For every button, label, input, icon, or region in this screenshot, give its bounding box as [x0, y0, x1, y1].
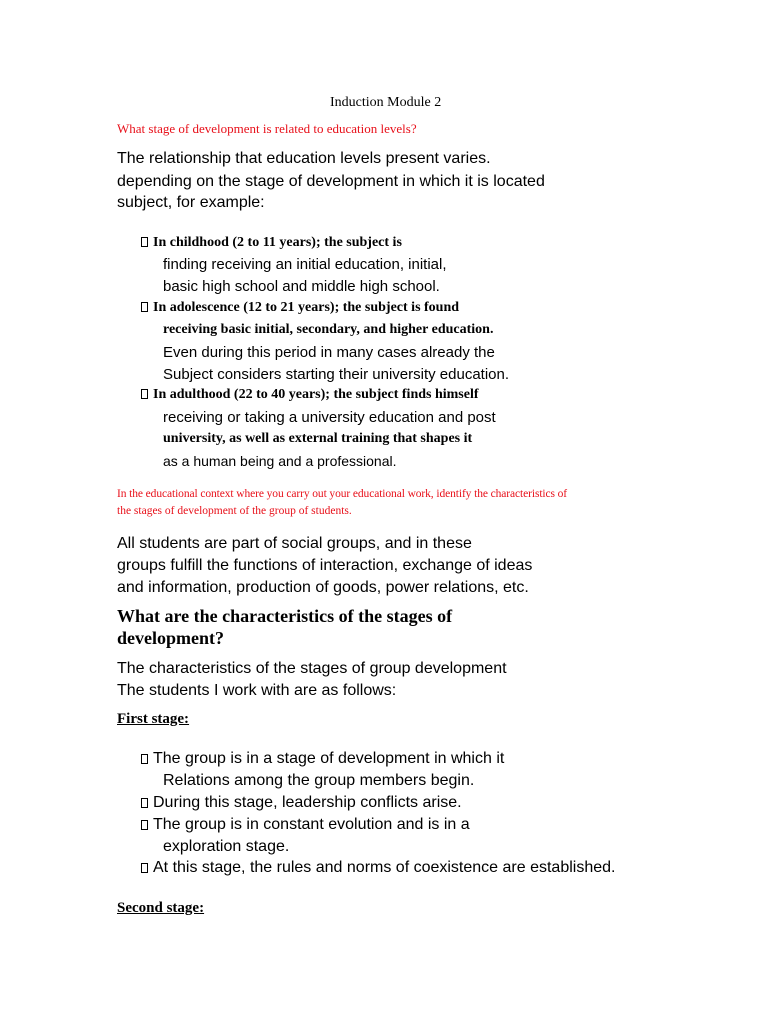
- first-stage-label: First stage:: [117, 711, 190, 727]
- page-header: Induction Module 2: [330, 95, 442, 110]
- bullet-text-line: Even during this period in many cases already the: [163, 344, 495, 361]
- paragraph-line: groups fulfill the functions of interaction, exchange of ideas: [117, 557, 533, 574]
- question-educational-context: the stages of development of the group of students.: [117, 505, 352, 517]
- question-education-levels: What stage of development is related to education levels?: [117, 121, 417, 136]
- bullet-adolescence-text: In adolescence (12 to 21 years); the subject is found: [153, 300, 460, 315]
- bullet-text-line: basic high school and middle high school.: [163, 278, 440, 295]
- first-stage-item: The group is in a stage of development in which it: [141, 750, 504, 768]
- bullet-box-icon: [141, 754, 148, 764]
- bullet-box-icon: [141, 798, 148, 808]
- second-stage-label: Second stage:: [117, 900, 205, 916]
- paragraph-line: The relationship that education levels present varies.: [117, 150, 491, 167]
- section-heading: What are the characteristics of the stages of: [117, 606, 453, 626]
- bullet-box-icon: [141, 820, 148, 830]
- bullet-box-icon: [141, 863, 148, 873]
- bullet-adulthood: [141, 387, 479, 403]
- bullet-text-line: receiving or taking a university education and post: [163, 409, 496, 426]
- bullet-adulthood-text: In adulthood (22 to 40 years); the subject finds himself: [153, 387, 479, 402]
- question-educational-context: In the educational context where you carry out your educational work, identify the characteristics of: [117, 488, 568, 500]
- first-stage-item-cont: Relations among the group members begin.: [163, 772, 475, 789]
- bullet-text-line: finding receiving an initial education, initial,: [163, 256, 447, 273]
- bullet-adolescence: [141, 300, 459, 316]
- bullet-childhood-text: In childhood (2 to 11 years); the subject is: [153, 235, 402, 250]
- bullet-childhood: [141, 235, 402, 251]
- paragraph-line: The students I work with are as follows:: [117, 682, 397, 699]
- first-stage-item: During this stage, leadership conflicts arise.: [141, 794, 462, 812]
- bullet-box-icon: [141, 302, 148, 312]
- bullet-text-line: university, as well as external training that shapes it: [163, 431, 473, 446]
- bullet-box-icon: [141, 389, 148, 399]
- bullet-text-line: as a human being and a professional.: [163, 453, 397, 469]
- paragraph-line: and information, production of goods, power relations, etc.: [117, 579, 529, 596]
- first-stage-item-cont: exploration stage.: [163, 838, 290, 855]
- paragraph-line: All students are part of social groups, and in these: [117, 535, 472, 552]
- bullet-text-line: Subject considers starting their university education.: [163, 366, 510, 383]
- paragraph-line: depending on the stage of development in which it is located: [117, 173, 545, 190]
- first-stage-item: At this stage, the rules and norms of coexistence are established.: [141, 859, 615, 877]
- first-stage-item: The group is in constant evolution and is in a: [141, 816, 470, 834]
- paragraph-line: The characteristics of the stages of group development: [117, 660, 507, 677]
- bullet-text-line: receiving basic initial, secondary, and higher education.: [163, 322, 494, 337]
- section-heading: development?: [117, 628, 224, 648]
- bullet-box-icon: [141, 237, 148, 247]
- paragraph-line: subject, for example:: [117, 194, 265, 211]
